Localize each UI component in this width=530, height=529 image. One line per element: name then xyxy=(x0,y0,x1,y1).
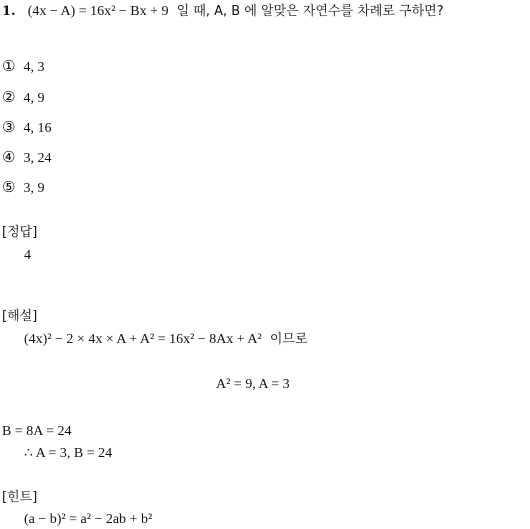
choice-mark: ③ xyxy=(2,118,16,136)
explanation-equation: (4x)² − 2 × 4x × A + A² = 16x² − 8Ax + A² xyxy=(24,332,262,347)
choice-5[interactable] xyxy=(2,179,44,197)
hint-label: [힌트] xyxy=(2,490,38,505)
choice-mark: ⑤ xyxy=(2,178,16,196)
choice-3[interactable] xyxy=(2,119,51,137)
explanation-conclusion: ∴ A = 3, B = 24 xyxy=(24,446,113,461)
choice-mark: ④ xyxy=(2,148,16,166)
choice-text: 4, 3 xyxy=(23,60,45,75)
choice-mark: ① xyxy=(2,57,16,75)
explanation-centered-equation: A² = 9, A = 3 xyxy=(216,377,290,392)
question-equation: (4x − A) = 16x² − Bx + 9 xyxy=(27,4,169,19)
choice-text: 3, 24 xyxy=(23,151,52,166)
choice-text: 4, 9 xyxy=(23,91,45,106)
choice-2[interactable] xyxy=(2,89,44,107)
question-text: 일 때, A, B 에 알맞은 자연수를 차례로 구하면? xyxy=(176,4,444,19)
answer-value: 4 xyxy=(24,248,31,263)
choice-text: 3, 9 xyxy=(23,181,45,196)
explanation-line-1 xyxy=(24,332,308,348)
question-number: 1. xyxy=(2,4,16,19)
question-stem xyxy=(2,4,444,20)
explanation-label: [해설] xyxy=(2,309,38,324)
hint-formula: (a − b)² = a² − 2ab + b² xyxy=(24,512,153,527)
choice-4[interactable] xyxy=(2,149,51,167)
explanation-line-3: B = 8A = 24 xyxy=(2,424,72,439)
choice-text: 4, 16 xyxy=(23,121,52,136)
choice-mark: ② xyxy=(2,88,16,106)
choice-1[interactable] xyxy=(2,58,44,76)
answer-label: [정답] xyxy=(2,225,38,240)
explanation-suffix: 이므로 xyxy=(269,332,308,347)
